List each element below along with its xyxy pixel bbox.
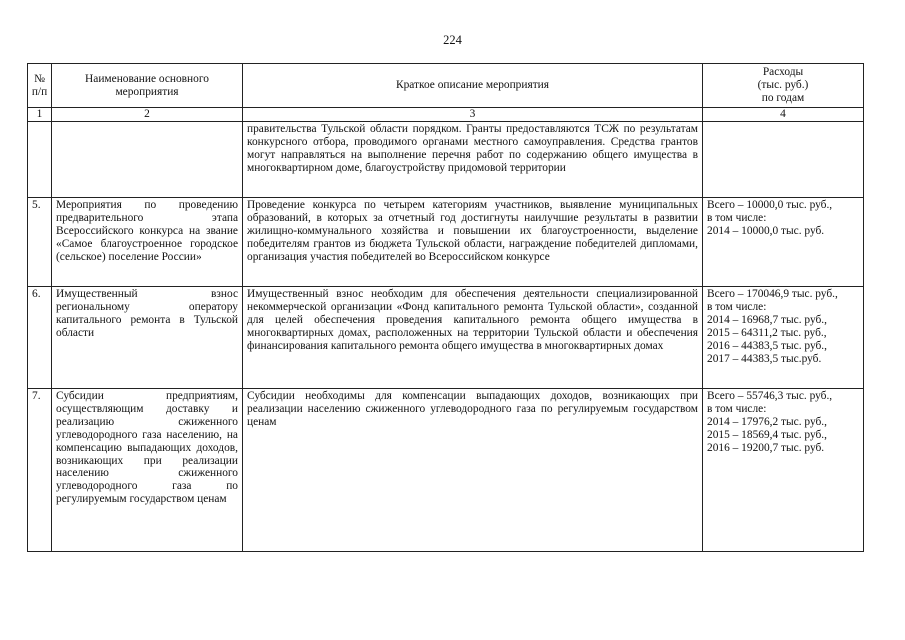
- row-name: [52, 122, 243, 198]
- header-desc-text: Краткое описание мероприятия: [395, 79, 550, 91]
- header-desc: [243, 64, 703, 108]
- activities-table: [27, 63, 864, 552]
- row-name: Мероприятия по проведению предварительного этапа Всероссийского конкурса на звание «Самое благоустроенное городское (сельское) поселение России»: [52, 198, 243, 287]
- header-name-text: Наименование основного мероприятия: [85, 72, 209, 98]
- header-num-text: № п/п: [31, 72, 48, 98]
- row-num: 6.: [28, 287, 52, 389]
- header-cost: [703, 64, 864, 108]
- row-cost: [703, 122, 864, 198]
- row-cost: Всего – 10000,0 тыс. руб., в том числе: 2014 – 10000,0 тыс. руб.: [703, 198, 864, 287]
- row-num: 5.: [28, 198, 52, 287]
- row-name: Субсидии предприятиям, осуществляющим доставку и реализацию сжиженного углеводородного газа населению, на компенсацию выпадающих доходов, возникающих при реализации населению сжиженного углеводородного газа по регулируемым государством ценам: [52, 389, 243, 552]
- table-row: [28, 389, 864, 552]
- table-row: [28, 287, 864, 389]
- row-cost: Всего – 170046,9 тыс. руб., в том числе: 2014 – 16968,7 тыс. руб., 2015 – 64311,2 тыс. руб., 2016 – 44383,5 тыс. руб., 2017 – 44383,5 тыс.руб.: [703, 287, 864, 389]
- table-row: [28, 122, 864, 198]
- column-number: 2: [52, 108, 243, 122]
- header-name: [52, 64, 243, 108]
- header-num: [28, 64, 52, 108]
- row-cost: Всего – 55746,3 тыс. руб., в том числе: 2014 – 17976,2 тыс. руб., 2015 – 18569,4 тыс. руб., 2016 – 19200,7 тыс. руб.: [703, 389, 864, 552]
- header-cost-text: Расходы (тыс. руб.) по годам: [757, 66, 809, 104]
- row-desc: Проведение конкурса по четырем категориям участников, выявление муниципальных образований, в которых за отчетный год достигнуты наилучшие результаты в развитии жилищно-коммунального хозяйства и повышении их благоустроенности, выделение победителям грантов из бюджета Тульской области, награждение победителей дипломами, организация участия победителей во Всероссийском конкурсе: [243, 198, 703, 287]
- row-desc: Имущественный взнос необходим для обеспечения деятельности специализированной некоммерческой организации «Фонд капитального ремонта Тульской области», созданной для целей обеспечения проведения капитального ремонта общего имущества в многоквартирных домах, расположенных на территории Тульской области и обеспечения финансирования капитального ремонта общего имущества в многоквартирных домах: [243, 287, 703, 389]
- row-num: [28, 122, 52, 198]
- table-header-row: [28, 64, 864, 108]
- row-num: 7.: [28, 389, 52, 552]
- column-number: 4: [703, 108, 864, 122]
- column-number: 1: [28, 108, 52, 122]
- page-number: 224: [443, 33, 462, 47]
- row-desc: Субсидии необходимы для компенсации выпадающих доходов, возникающих при реализации населению сжиженного углеводородного газа по регулируемым государством ценам: [243, 389, 703, 552]
- column-number: 3: [243, 108, 703, 122]
- table-row: [28, 198, 864, 287]
- column-number-row: [28, 108, 864, 122]
- row-name: Имущественный взнос региональному оператору капитального ремонта в Тульской области: [52, 287, 243, 389]
- row-desc: правительства Тульской области порядком. Гранты предоставляются ТСЖ по результатам конкурсного отбора, проводимого органами местного самоуправления. Средства грантов могут направляться на выполнение перечня работ по содержанию общего имущества в многоквартирном доме, благоустройству придомовой территории: [243, 122, 703, 198]
